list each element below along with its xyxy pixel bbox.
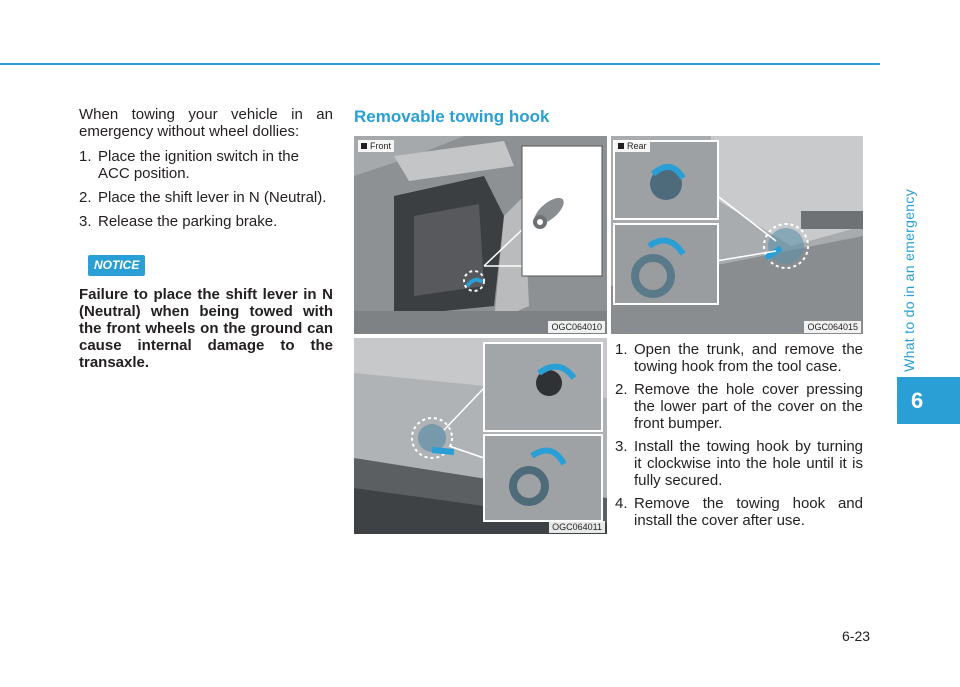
front-trunk-illustration [354,136,607,334]
hook-step: 3. Install the towing hook by turning it clockwise into the hole until it is fully secured. [615,438,863,489]
figure-front-trunk [354,136,607,334]
hook-step: 4. Remove the towing hook and install the cover after use. [615,495,863,529]
top-rule [0,63,880,65]
chapter-tab[interactable] [897,377,960,424]
hook-steps [615,341,863,529]
right-column [615,341,863,535]
towing-step: 2. Place the shift lever in N (Neutral). [79,189,327,206]
towing-steps [79,148,333,230]
square-bullet-icon [618,143,624,149]
figure-front-bumper [354,338,607,534]
intro-text: When towing your vehicle in an emergency without wheel dollies: [79,106,333,140]
figure-code-bumper: OGC064011 [549,521,605,533]
figure-code-rear: OGC064015 [804,321,861,333]
chapter-side-title-text: What to do in an emergency [901,188,917,372]
figure-label-front: Front [358,140,394,152]
hook-step: 1. Open the trunk, and remove the towing hook from the tool case. [615,341,863,375]
notice-badge: NOTICE [88,255,145,276]
square-bullet-icon [361,143,367,149]
notice-text: Failure to place the shift lever in N (Neutral) when being towed with the front wheels on the ground can cause internal damage to the transaxle. [79,286,333,371]
hook-step: 2. Remove the hole cover pressing the lower part of the cover on the front bumper. [615,381,863,432]
figure-rear-hook [611,136,863,334]
towing-step: 3. Release the parking brake. [79,213,278,230]
chapter-side-title [898,190,920,370]
section-title: Removable towing hook [354,107,550,126]
figure-label-rear: Rear [615,140,650,152]
left-column [79,106,333,371]
page-number: 6-23 [842,628,871,644]
rear-hook-illustration [611,136,863,334]
chapter-number: 6 [911,387,924,413]
towing-step: 1. Place the ignition switch in the ACC position. [79,148,299,182]
front-bumper-illustration [354,338,607,534]
figure-code-front: OGC064010 [548,321,605,333]
